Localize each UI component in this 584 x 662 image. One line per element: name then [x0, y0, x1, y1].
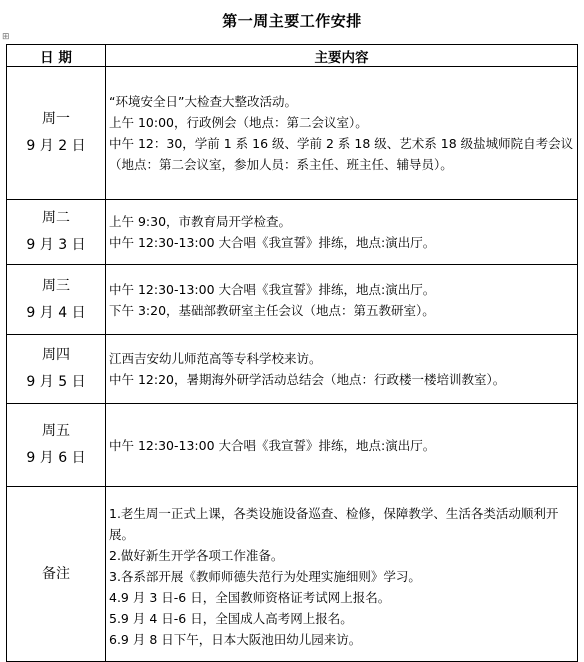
date-label: 9 月 6 日	[26, 450, 86, 466]
notes-row	[7, 487, 578, 662]
schedule-item: 江西吉安幼儿师范高等专科学校来访。	[109, 351, 322, 366]
content-cell	[106, 335, 578, 404]
schedule-item: 下午 3:20，基础部教研室主任会议（地点：第五教研室）。	[109, 302, 435, 318]
weekday-label: 周四	[42, 347, 70, 363]
table-row	[7, 200, 578, 265]
date-column-header: 日 期	[7, 45, 106, 67]
content-cell	[106, 404, 578, 487]
schedule-item: 中午 12:30-13:00 大合唱《我宣誓》排练，地点:演出厅。	[109, 281, 436, 297]
content-cell	[106, 67, 578, 200]
date-label: 9 月 5 日	[26, 374, 86, 390]
schedule-item: 上午 9:30，市教育局开学检查。	[109, 214, 292, 229]
notes-label-cell: 备注	[7, 487, 106, 662]
note-item: 6.9 月 8 日下午，日本大阪池田幼儿园来访。	[109, 631, 362, 647]
date-label: 9 月 2 日	[26, 138, 86, 154]
note-item: 4.9 月 3 日-6 日，全国教师资格证考试网上报名。	[109, 589, 391, 605]
weekday-label: 周二	[42, 210, 70, 226]
schedule-item: 上午 10:00，行政例会（地点：第二会议室）。	[109, 115, 368, 130]
schedule-item: 中午 12：30，学前 1 系 16 级、学前 2 系 18 级、艺术系 18 级盐城师院自考会议（地点：第二会议室，参加人员：系主任、班主任、辅导员）。	[109, 136, 574, 172]
schedule-item: “环境安全日”大检查大整改活动。	[109, 94, 297, 109]
day-cell	[7, 404, 106, 487]
document-title: 第一周主要工作安排	[222, 12, 362, 30]
content-cell	[106, 265, 578, 335]
schedule-item: 中午 12:30-13:00 大合唱《我宣誓》排练，地点:演出厅。	[109, 235, 436, 250]
note-item: 1.老生周一正式上课，各类设施设备巡查、检修，保障教学、生活各类活动顺利开展。	[109, 505, 559, 542]
weekday-label: 周一	[42, 111, 70, 127]
day-cell	[7, 67, 106, 200]
weekday-label: 周三	[42, 277, 70, 294]
date-label: 9 月 4 日	[26, 304, 86, 321]
table-row	[7, 67, 578, 200]
date-label: 9 月 3 日	[26, 237, 86, 253]
note-item: 2.做好新生开学各项工作准备。	[109, 547, 284, 563]
content-cell	[106, 200, 578, 265]
schedule-item: 中午 12:20，暑期海外研学活动总结会（地点：行政楼一楼培训教室）。	[109, 372, 506, 387]
weekday-label: 周五	[42, 423, 70, 439]
table-move-handle-icon[interactable]: ⊞	[2, 32, 10, 42]
note-item: 5.9 月 4 日-6 日，全国成人高考网上报名。	[109, 610, 353, 626]
day-cell	[7, 265, 106, 335]
table-row	[7, 404, 578, 487]
table-header-row	[7, 45, 578, 67]
note-item: 3.各系部开展《教师师德失范行为处理实施细则》学习。	[109, 568, 421, 584]
day-cell	[7, 335, 106, 404]
table-row	[7, 335, 578, 404]
content-column-header: 主要内容	[106, 45, 578, 67]
table-row	[7, 265, 578, 335]
schedule-item: 中午 12:30-13:00 大合唱《我宣誓》排练，地点:演出厅。	[109, 437, 436, 453]
schedule-table	[6, 44, 578, 662]
day-cell	[7, 200, 106, 265]
notes-content-cell	[106, 487, 578, 662]
